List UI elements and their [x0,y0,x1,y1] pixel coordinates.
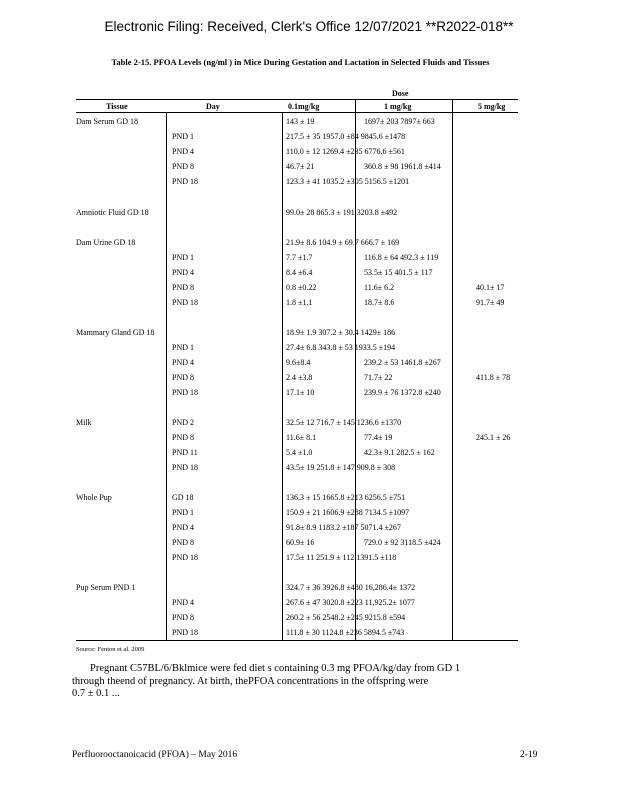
day-cell: PND 11 [172,448,198,457]
tissue-cell: Dam Serum GD 18 [76,117,138,126]
dose-mid-cell: 360.8 ± 98 1961.8 ±414 [364,162,441,171]
dose-low-cell: 43.5± 19 251.8 ± 147 909.8 ± 308 [286,463,396,472]
dose-low-cell: 267.6 ± 47 3020.8 ±223 11,925.2± 1077 [286,598,415,607]
day-cell: PND 18 [172,628,199,637]
dose-low-cell: 99.0± 28 865.3 ± 191 3203.8 ±492 [286,208,398,217]
tissue-cell: Mammary Gland GD 18 [76,328,155,337]
dose-low-cell: 217.5 ± 35 1957.0 ±84 9845.6 ±1478 [286,132,406,141]
dose-low-cell: 136.3 ± 15 1665.8 ±213 6256.5 ±751 [286,493,406,502]
tissue-header: Tissue [106,102,128,111]
table-source: Source: Fenton et al. 2009 [76,646,145,653]
dose-mid-cell: 18.7± 8.6 [364,298,395,307]
dose-col1-header: 0.1mg/kg [288,102,320,111]
body-paragraph [72,663,518,701]
dose-low-cell: 150.9 ± 21 1606.9 ±288 7134.5 ±1097 [286,508,410,517]
paragraph-line: 0.7 ± 0.1 ... [72,688,120,699]
paragraph-line: through theend of pregnancy. At birth, thePFOA concentrations in the offspring were [72,675,429,687]
dose-low-cell: 17.1± 10 [286,388,315,397]
day-cell: PND 18 [172,177,199,186]
day-cell: PND 4 [172,358,195,367]
dose-low-cell: 27.4± 6.8 343.8 ± 53 1933.5 ±194 [286,343,396,352]
tissue-cell: Milk [76,418,92,427]
dose-low-cell: 123.3 ± 41 1035.2 ±305 5156.5 ±1201 [286,177,410,186]
dose-low-cell: 2.4 ±3.8 [286,373,313,382]
dose-low-cell: 110.0 ± 12 1269.4 ±235 6776.6 ±561 [286,147,405,156]
dose-mid-cell: 71.7± 22 [364,373,393,382]
dose-header: Dose [392,89,409,98]
day-cell: PND 8 [172,433,195,442]
day-cell: PND 8 [172,538,195,547]
dose-mid-cell: 53.5± 15 401.5 ± 117 [364,268,433,277]
dose-low-cell: 260.2 ± 56 2548.2 ±245 9215.8 ±594 [286,613,406,622]
day-cell: PND 1 [172,253,195,262]
dose-low-cell: 60.9± 16 [286,538,315,547]
column-divider-dose3 [452,99,453,640]
dose-mid-cell: 42.3± 9.1 282.5 ± 162 [364,448,435,457]
day-cell: PND 2 [172,418,195,427]
tissue-cell: Pup Serum PND 1 [76,583,136,592]
day-cell: PND 4 [172,598,195,607]
dose-high-cell: 40.1± 17 [476,283,505,292]
dose-mid-cell: 1697± 203 7897± 663 [364,117,435,126]
tissue-cell: Dam Urine GD 18 [76,238,136,247]
day-cell: PND 1 [172,343,195,352]
dose-low-cell: 143 ± 19 [286,117,315,126]
day-cell: PND 18 [172,388,199,397]
day-header: Day [206,102,220,111]
dose-low-cell: 0.8 ±0.22 [286,283,317,292]
tissue-cell: Amniotic Fluid GD 18 [76,208,149,217]
dose-low-cell: 1.8 ±1.1 [286,298,313,307]
dose-low-cell: 46.7± 21 [286,162,315,171]
column-divider-day [166,112,167,640]
filing-header: Electronic Filing: Received, Clerk's Office 12/07/2021 **R2022-018** [104,19,514,34]
dose-low-cell: 18.9± 1.9 307.2 ± 30.4 1429± 186 [286,328,396,337]
tissue-cell: Whole Pup [76,493,112,502]
day-cell: PND 4 [172,147,195,156]
dose-mid-cell: 77.4± 19 [364,433,393,442]
table-caption: Table 2-15. PFOA Levels (ng/ml ) in Mice During Gestation and Lactation in Selected Fluids and Tissues [111,57,490,67]
column-divider-dose1 [282,112,283,640]
day-cell: PND 1 [172,508,195,517]
dose-mid-cell: 116.8 ± 64 492.3 ± 119 [364,253,439,262]
dose-mid-cell: 729.0 ± 92 3118.5 ±424 [364,538,441,547]
day-cell: PND 8 [172,162,195,171]
dose-low-cell: 111.8 ± 30 1124.8 ±236 5894.5 ±743 [286,628,405,637]
dose-col2-header: 1 mg/kg [384,102,412,111]
footer-document-title: Perfluorooctanoicacid (PFOA) – May 2016 [72,750,238,760]
day-cell: PND 8 [172,373,195,382]
dose-col3-header: 5 mg/kg [478,102,506,111]
dose-low-cell: 5.4 ±1.0 [286,448,313,457]
dose-low-cell: 11.6± 8.1 [286,433,317,442]
day-cell: PND 18 [172,553,199,562]
footer-page-number: 2-19 [520,750,538,760]
dose-mid-cell: 239.9 ± 76 1372.8 ±240 [364,388,441,397]
day-cell: PND 4 [172,523,195,532]
paragraph-line: Pregnant C57BL/6/Bklmice were fed diet s containing 0.3 mg PFOA/kg/day from GD 1 [90,663,461,674]
dose-low-cell: 91.8± 8.9 1183.2 ±187 5071.4 ±267 [286,523,401,532]
day-cell: GD 18 [172,493,194,502]
day-cell: PND 4 [172,268,195,277]
table-rule-bottom [76,640,518,641]
dose-high-cell: 245.1 ± 26 [476,433,511,442]
dose-low-cell: 21.9± 8.6 104.9 ± 69.7 666.7 ± 169 [286,238,400,247]
dose-low-cell: 8.4 ±6.4 [286,268,313,277]
dose-high-cell: 91.7± 49 [476,298,505,307]
day-cell: PND 18 [172,463,199,472]
day-cell: PND 8 [172,613,195,622]
day-cell: PND 1 [172,132,195,141]
dose-low-cell: 32.5± 12 716.7 ± 145 1236.6 ±1370 [286,418,402,427]
dose-low-cell: 17.5± 11 251.9 ± 112 1391.5 ±118 [286,553,397,562]
dose-mid-cell: 239.2 ± 53 1461.8 ±267 [364,358,441,367]
dose-mid-cell: 11.6± 6.2 [364,283,395,292]
day-cell: PND 18 [172,298,199,307]
dose-low-cell: 7.7 ±1.7 [286,253,313,262]
dose-high-cell: 411.8 ± 78 [476,373,511,382]
dose-low-cell: 9.6±8.4 [286,358,311,367]
day-cell: PND 8 [172,283,195,292]
dose-low-cell: 324.7 ± 36 3926.8 ±480 16,286.4± 1372 [286,583,416,592]
